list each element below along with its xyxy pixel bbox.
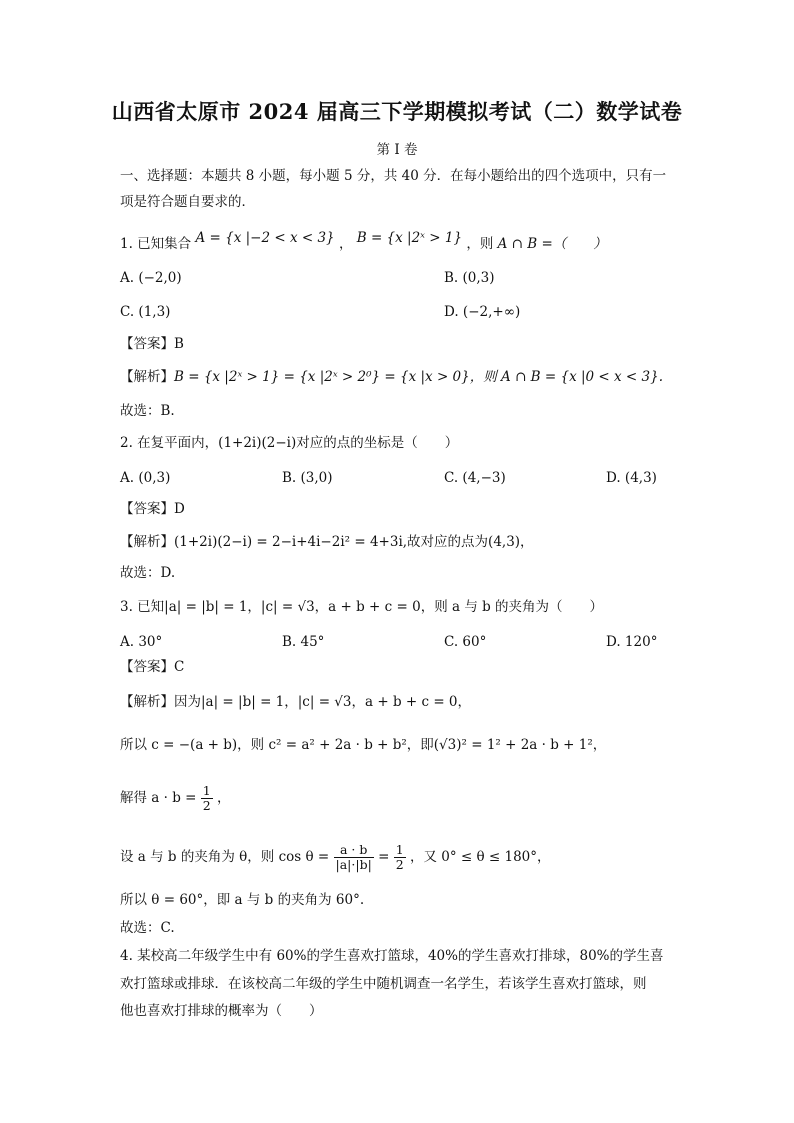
q3-analysis-3-prefix: 解得 a · b = — [120, 790, 197, 806]
volume-label: 第 I 卷 — [376, 142, 418, 158]
q1-analysis — [120, 367, 663, 387]
page-title: 山西省太原市 2024 届高三下学期模拟考试（二）数学试卷 — [111, 99, 683, 124]
q3-analysis-4-prefix: 设 a 与 b 的夹角为 θ，则 cos θ = — [120, 849, 330, 865]
q2-answer: 【答案】D — [120, 501, 185, 517]
q3-option-d: D. 120° — [606, 634, 658, 650]
q1-answer: 【答案】B — [120, 336, 184, 352]
q2-analysis-text: (1+2i)(2−i) = 2−i+4i−2i² = 4+3i,故对应的点为(4,3)， — [174, 534, 534, 550]
q1-set-a: A = {x |−2 < x < 3} — [195, 230, 335, 246]
section-intro-line-2: 项是符合题自要求的． — [120, 194, 255, 210]
question-2-stem: 2. 在复平面内，(1+2i)(2−i)对应的点的坐标是（ ） — [120, 435, 459, 451]
section-intro-line-1: 一、选择题：本题共 8 小题，每小题 5 分，共 40 分．在每小题给出的四个选项中，只有一 — [120, 168, 667, 184]
q3-analysis-line-5: 所以 θ = 60°，即 a 与 b 的夹角为 60°. — [120, 892, 365, 908]
q3-option-b: B. 45° — [282, 634, 325, 650]
q1-stem-suffix: ，则 — [466, 236, 494, 252]
q2-option-a: A. (0,3) — [120, 470, 171, 486]
q3-half-denominator-2: 2 — [395, 857, 404, 872]
q3-half-fraction — [201, 784, 213, 813]
q3-cos-denominator: |a|·|b| — [335, 857, 372, 872]
q2-analysis-label: 【解析】 — [120, 534, 174, 550]
q3-analysis-line-3 — [120, 784, 231, 813]
q2-analysis — [120, 532, 534, 552]
q3-option-c: C. 60° — [444, 634, 487, 650]
q1-comma: ， — [338, 236, 353, 252]
q2-option-b: B. (3,0) — [282, 470, 333, 486]
q3-conclusion: 故选：C. — [120, 920, 175, 936]
q3-half-numerator-2: 1 — [395, 842, 404, 857]
q2-conclusion: 故选：D. — [120, 565, 176, 581]
question-4-line-3: 他也喜欢打排球的概率为（ ） — [120, 1003, 323, 1019]
q1-option-d: D. (−2,+∞) — [444, 304, 521, 320]
question-4-line-1: 4. 某校高二年级学生中有 60%的学生喜欢打篮球，40%的学生喜欢打排球，80%的学生喜 — [120, 948, 664, 964]
q1-set-b: B = {x |2ˣ > 1} — [356, 230, 463, 246]
question-4-line-2: 欢打篮球或排球．在该校高二年级的学生中随机调查一名学生，若该学生喜欢打篮球，则 — [120, 976, 647, 992]
q3-analysis-4-suffix: ，又 0° ≤ θ ≤ 180°， — [409, 849, 551, 865]
q3-cos-numerator: a · b — [334, 843, 374, 858]
q3-analysis-line-1 — [120, 692, 471, 712]
q2-option-d: D. (4,3) — [606, 470, 657, 486]
q3-analysis-3-suffix: ， — [217, 790, 231, 806]
q1-ask: A ∩ B =（ ） — [497, 236, 607, 252]
q1-option-c: C. (1,3) — [120, 304, 171, 320]
q1-stem-prefix: 1. 已知集合 — [120, 236, 192, 252]
q1-option-b: B. (0,3) — [444, 270, 495, 286]
q3-analysis-text-1: 因为|a| = |b| = 1，|c| = √3，a + b + c = 0， — [174, 694, 472, 710]
q3-half-numerator: 1 — [202, 783, 211, 798]
question-3-stem: 3. 已知|a| = |b| = 1，|c| = √3，a + b + c = 0，则 a 与 b 的夹角为（ ） — [120, 599, 604, 615]
q3-analysis-line-4 — [120, 843, 551, 872]
q3-answer: 【答案】C — [120, 659, 185, 675]
question-1-stem — [120, 230, 607, 254]
q3-analysis-label: 【解析】 — [120, 694, 174, 710]
q2-option-c: C. (4,−3) — [444, 470, 506, 486]
q3-half-fraction-2 — [394, 843, 406, 872]
q1-option-a: A. (−2,0) — [120, 270, 182, 286]
q1-analysis-label: 【解析】 — [120, 369, 174, 385]
q1-conclusion: 故选：B. — [120, 403, 175, 419]
q3-analysis-line-2: 所以 c = −(a + b)，则 c² = a² + 2a · b + b²，即(√3)² = 1² + 2a · b + 1²， — [120, 737, 607, 753]
q3-option-a: A. 30° — [120, 634, 163, 650]
q3-half-denominator: 2 — [202, 798, 211, 813]
q1-analysis-text: B = {x |2ˣ > 1} = {x |2ˣ > 2⁰} = {x |x > 0}，则 A ∩ B = {x |0 < x < 3}. — [174, 369, 663, 385]
q3-analysis-4-mid: = — [378, 849, 390, 865]
q3-cos-fraction — [334, 843, 374, 872]
